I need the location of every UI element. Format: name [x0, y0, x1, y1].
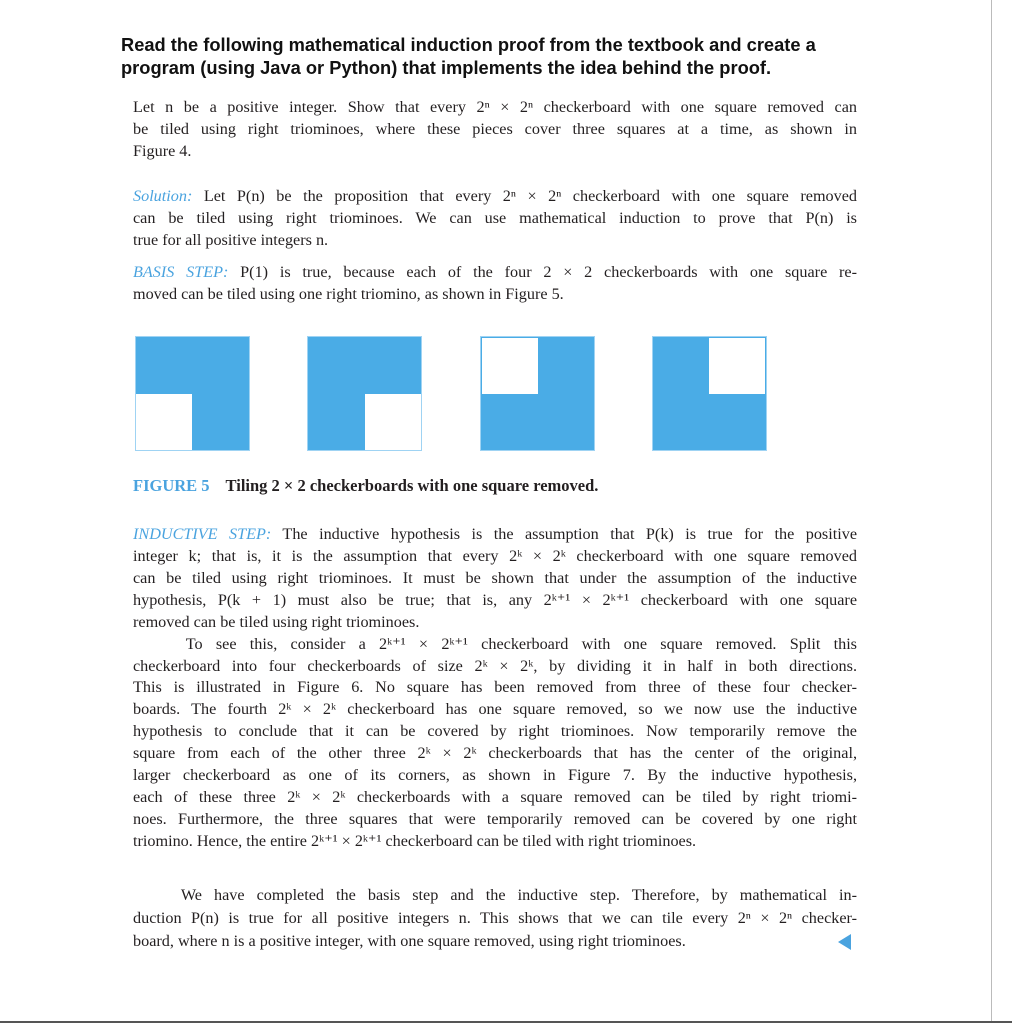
end-of-proof-icon: [838, 934, 851, 950]
inductive-line: hypothesis, P(k + 1) must also be true; that is, any 2ᵏ⁺¹ × 2ᵏ⁺¹ checkerboard with one square: [133, 590, 857, 609]
removed-square: [365, 394, 421, 450]
question-line: Read the following mathematical induction proof from the textbook and create a: [121, 34, 816, 55]
inductive-label: INDUCTIVE STEP:: [133, 525, 272, 543]
checkerboard-2: [307, 336, 422, 451]
inductive-line: each of these three 2ᵏ × 2ᵏ checkerboards with a square removed can be tiled by right triomi-: [133, 787, 857, 806]
conclusion-line: duction P(n) is true for all positive integers n. This shows that we can tile every 2ⁿ × 2ⁿ checker-: [133, 909, 857, 927]
inductive-line: removed can be tiled using right triominoes.: [133, 612, 420, 631]
inductive-line: noes. Furthermore, the three squares that were temporarily removed can be covered by one right: [133, 809, 857, 828]
figure-caption: [133, 476, 598, 496]
inductive-line: triomino. Hence, the entire 2ᵏ⁺¹ × 2ᵏ⁺¹ checkerboard can be tiled with right triominoes.: [133, 831, 697, 850]
inductive-line: square from each of the other three 2ᵏ × 2ᵏ checkerboards that has the center of the original,: [133, 744, 857, 763]
basis-line: [133, 262, 857, 282]
inductive-line: [133, 524, 857, 544]
page-edge-right: [991, 0, 992, 1022]
checkerboard-1: [135, 336, 250, 451]
basis-text: P(1) is true, because each of the four 2 × 2 checkerboards with one square re-: [228, 263, 857, 281]
intro-line: Let n be a positive integer. Show that every 2ⁿ × 2ⁿ checkerboard with one square removed can: [133, 98, 857, 116]
basis-label: BASIS STEP:: [133, 263, 229, 281]
inductive-line: can be tiled using right triominoes. It must be shown that under the assumption of the inductive: [133, 568, 857, 587]
solution-line: true for all positive integers n.: [133, 231, 329, 249]
removed-square: [709, 338, 765, 394]
conclusion-line: We have completed the basis step and the inductive step. Therefore, by mathematical in-: [133, 886, 857, 904]
conclusion-line: board, where n is a positive integer, with one square removed, using right triominoes.: [133, 932, 686, 950]
figure-caption-text: Tiling 2 × 2 checkerboards with one square removed.: [225, 476, 599, 495]
removed-square: [136, 394, 192, 450]
inductive-line: integer k; that is, it is the assumption that every 2ᵏ × 2ᵏ checkerboard with one square removed: [133, 547, 857, 565]
inductive-line: hypothesis to conclude that it can be covered by right triominoes. Now temporarily remove the: [133, 722, 857, 741]
checkerboard-3: [480, 336, 595, 451]
intro-line: be tiled using right triominoes, where these pieces cover three squares at a time, as shown in: [133, 120, 857, 138]
question-text: [121, 33, 816, 79]
inductive-line: checkerboard into four checkerboards of size 2ᵏ × 2ᵏ, by dividing it in half in both directions.: [133, 656, 857, 675]
question-line: program (using Java or Python) that implements the idea behind the proof.: [121, 57, 772, 78]
inductive-line: This is illustrated in Figure 6. No square has been removed from three of these four checker-: [133, 678, 857, 697]
removed-square: [482, 338, 538, 394]
solution-line: [133, 186, 857, 206]
solution-line: can be tiled using right triominoes. We can use mathematical induction to prove that P(n) is: [133, 209, 857, 227]
basis-line: moved can be tiled using one right triomino, as shown in Figure 5.: [133, 285, 564, 303]
inductive-line: boards. The fourth 2ᵏ × 2ᵏ checkerboard has one square removed, so we now use the inductive: [133, 700, 857, 719]
intro-line: Figure 4.: [133, 142, 192, 160]
figure-label: FIGURE 5: [133, 476, 210, 495]
inductive-line: larger checkerboard as one of its corners, as shown in Figure 7. By the inductive hypothesis,: [133, 766, 857, 784]
inductive-text: The inductive hypothesis is the assumption that P(k) is true for the positive: [271, 525, 857, 543]
page-edge-bottom: [0, 1021, 1012, 1023]
inductive-line: To see this, consider a 2ᵏ⁺¹ × 2ᵏ⁺¹ checkerboard with one square removed. Split this: [133, 634, 857, 653]
solution-label: Solution:: [133, 187, 193, 205]
solution-text: Let P(n) be the proposition that every 2ⁿ × 2ⁿ checkerboard with one square removed: [192, 187, 857, 205]
checkerboard-4: [652, 336, 767, 451]
